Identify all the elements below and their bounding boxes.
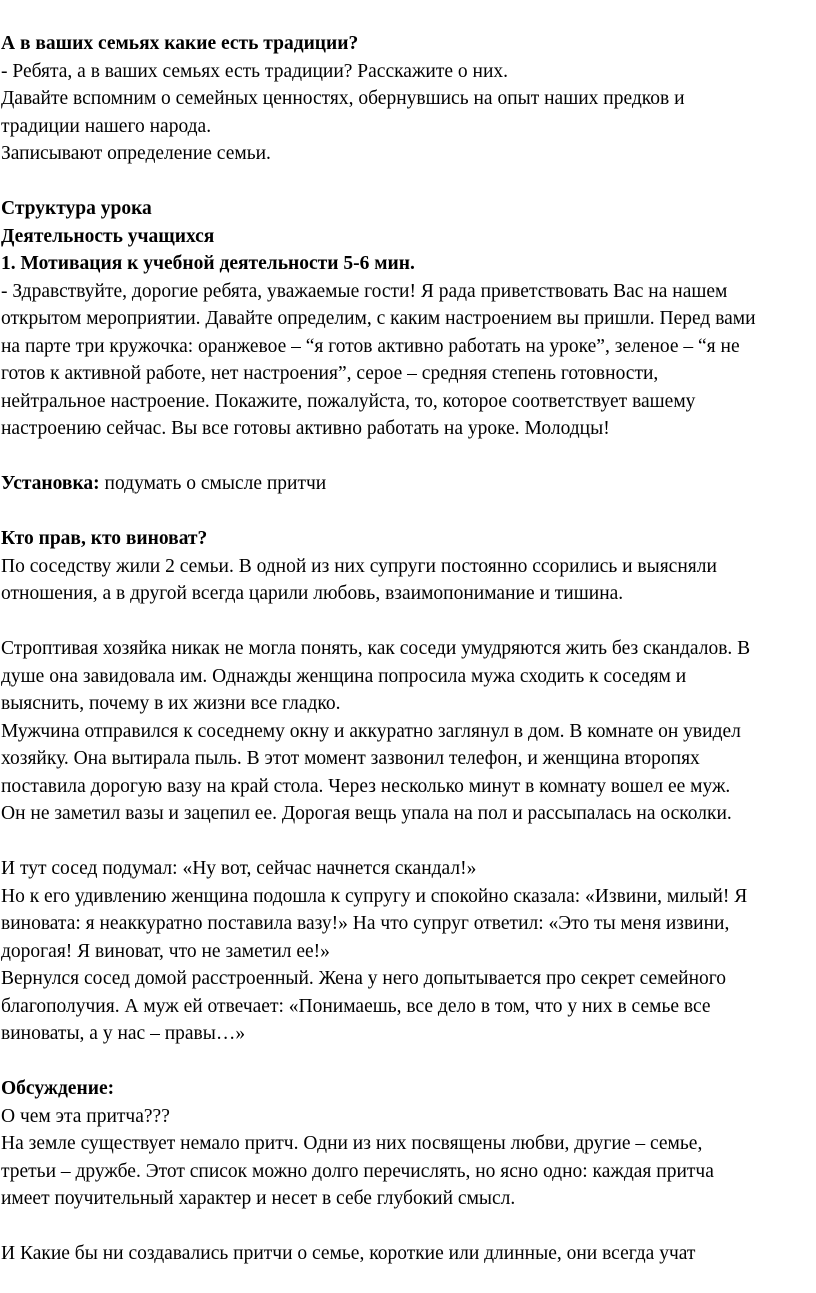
traditions-line: традиции нашего народа. bbox=[1, 115, 212, 137]
motivation-line: открытом мероприятии. Давайте определим, с каким настроением вы пришли. Перед вами bbox=[1, 308, 756, 329]
student-activity-heading: Деятельность учащихся bbox=[1, 225, 215, 247]
traditions-line: Давайте вспомним о семейных ценностях, обернувшись на опыт наших предков и bbox=[1, 88, 685, 109]
blank-line bbox=[1, 498, 812, 526]
parable-line: Он не заметил вазы и зацепил ее. Дорогая вещь упала на пол и рассыпалась на осколки. bbox=[1, 803, 732, 824]
lesson-structure-heading: Структура урока bbox=[1, 198, 152, 219]
discussion-line: третьи – дружбе. Этот список можно долго перечислять, но ясно одно: каждая притча bbox=[1, 1160, 714, 1182]
discussion-line: На земле существует немало притч. Одни из них посвящены любви, другие – семье, bbox=[1, 1133, 703, 1154]
blank-line bbox=[1, 1213, 812, 1241]
blank-line bbox=[1, 443, 812, 471]
setup-paragraph bbox=[1, 470, 812, 498]
traditions-heading: А в ваших семьях какие есть традиции? bbox=[1, 33, 359, 54]
parable-line: Строптивая хозяйка никак не могла понять, как соседи умудряются жить без скандалов. В bbox=[1, 638, 751, 659]
discussion-last-line: И Какие бы ни создавались притчи о семье, короткие или длинные, они всегда учат bbox=[1, 1243, 696, 1264]
parable-line: отношения, а в другой всегда царили любовь, взаимопонимание и тишина. bbox=[1, 583, 624, 604]
motivation-line: настроению сейчас. Вы все готовы активно работать на уроке. Молодцы! bbox=[1, 418, 610, 439]
discussion-line: имеет поучительный характер и несет в себе глубокий смысл. bbox=[1, 1188, 516, 1209]
blank-line bbox=[1, 828, 812, 856]
parable-line: По соседству жили 2 семьи. В одной из них супруги постоянно ссорились и выясняли bbox=[1, 555, 717, 577]
parable-line: выяснить, почему в их жизни все гладко. bbox=[1, 693, 341, 714]
parable-line: хозяйку. Она вытирала пыль. В этот момент зазвонил телефон, и женщина второпях bbox=[1, 748, 700, 769]
parable-line: Вернулся сосед домой расстроенный. Жена у него допытывается про секрет семейного bbox=[1, 968, 727, 989]
parable-line: Но к его удивлению женщина подошла к супругу и спокойно сказала: «Извини, милый! Я bbox=[1, 885, 748, 907]
parable-line: И тут сосед подумал: «Ну вот, сейчас начнется скандал!» bbox=[1, 858, 477, 879]
setup-label: Установка: bbox=[1, 473, 100, 494]
parable-line: виноваты, а у нас – правы…» bbox=[1, 1023, 246, 1044]
motivation-line: нейтральное настроение. Покажите, пожалуйста, то, которое соответствует вашему bbox=[1, 390, 696, 412]
traditions-line: Записывают определение семьи. bbox=[1, 143, 271, 164]
blank-line bbox=[1, 168, 812, 196]
parable-line: Мужчина отправился к соседнему окну и аккуратно заглянул в дом. В комнате он увидел bbox=[1, 720, 741, 742]
motivation-line: готов к активной работе, нет настроения”, серое – средняя степень готовности, bbox=[1, 363, 659, 384]
blank-line bbox=[1, 1048, 812, 1076]
blank-line bbox=[1, 608, 812, 636]
motivation-line: - Здравствуйте, дорогие ребята, уважаемые гости! Я рада приветствовать Вас на нашем bbox=[1, 280, 728, 302]
setup-text: подумать о смысле притчи bbox=[99, 473, 327, 494]
parable-line: душе она завидовала им. Однажды женщина попросила мужа сходить к соседям и bbox=[1, 665, 687, 687]
traditions-line: - Ребята, а в ваших семьях есть традиции? Расскажите о них. bbox=[1, 60, 509, 82]
discussion-heading: Обсуждение: bbox=[1, 1078, 115, 1099]
discussion-line: О чем эта притча??? bbox=[1, 1105, 170, 1127]
parable-line: виновата: я неаккуратно поставила вазу!» На что супруг ответил: «Это ты меня извини, bbox=[1, 913, 730, 934]
motivation-heading: 1. Мотивация к учебной деятельности 5-6 мин. bbox=[1, 253, 415, 274]
parable-line: дорогая! Я виноват, что не заметил ее!» bbox=[1, 940, 330, 962]
parable-line: поставила дорогую вазу на край стола. Через несколько минут в комнату вошел ее муж. bbox=[1, 775, 731, 797]
motivation-line: на парте три кружочка: оранжевое – “я готов активно работать на уроке”, зеленое – “я не bbox=[1, 335, 740, 357]
parable-line: благополучия. А муж ей отвечает: «Понимаешь, все дело в том, что у них в семье все bbox=[1, 995, 711, 1017]
parable-heading: Кто прав, кто виноват? bbox=[1, 528, 208, 549]
